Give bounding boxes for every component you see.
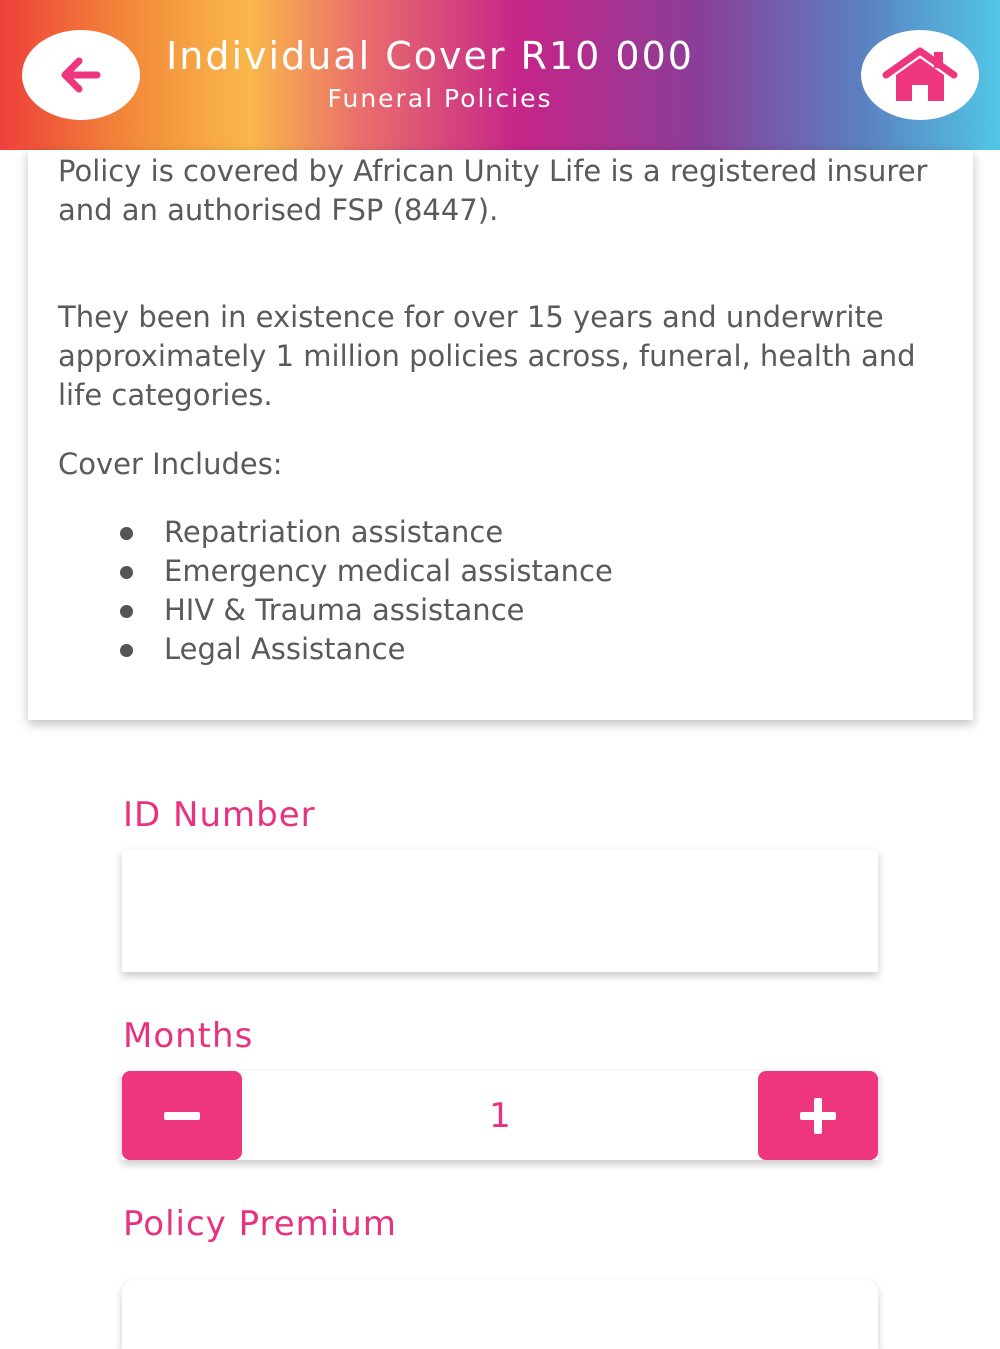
months-value[interactable]: 1 bbox=[489, 1095, 511, 1136]
page-title: Individual Cover R10 000 bbox=[166, 34, 694, 78]
insurer-paragraph: Policy is covered by African Unity Life is a registered insurer and an authorised FSP (8447). bbox=[58, 154, 928, 227]
list-item: Repatriation assistance bbox=[118, 513, 613, 552]
policy-premium-field bbox=[122, 1279, 878, 1349]
home-button[interactable] bbox=[861, 30, 979, 120]
plus-icon bbox=[798, 1096, 838, 1136]
policy-premium-label: Policy Premium bbox=[123, 1204, 397, 1244]
history-paragraph: They been in existence for over 15 years and underwrite approximately 1 million policies across, funeral, health and life categories. bbox=[58, 300, 916, 412]
home-icon bbox=[878, 47, 962, 103]
months-label: Months bbox=[123, 1016, 254, 1056]
list-item: HIV & Trauma assistance bbox=[118, 591, 613, 630]
page-subtitle: Funeral Policies bbox=[327, 84, 553, 113]
cover-includes-heading: Cover Includes: bbox=[58, 447, 283, 481]
cover-list bbox=[118, 513, 613, 669]
arrow-left-icon bbox=[59, 57, 103, 93]
id-number-field[interactable] bbox=[122, 850, 878, 972]
id-number-label: ID Number bbox=[123, 795, 316, 835]
minus-icon bbox=[162, 1111, 202, 1121]
policy-info-card bbox=[28, 150, 973, 720]
months-stepper bbox=[122, 1071, 878, 1160]
app-header bbox=[0, 0, 1000, 150]
list-item: Emergency medical assistance bbox=[118, 552, 613, 591]
decrement-button[interactable] bbox=[122, 1071, 242, 1160]
increment-button[interactable] bbox=[758, 1071, 878, 1160]
list-item: Legal Assistance bbox=[118, 630, 613, 669]
